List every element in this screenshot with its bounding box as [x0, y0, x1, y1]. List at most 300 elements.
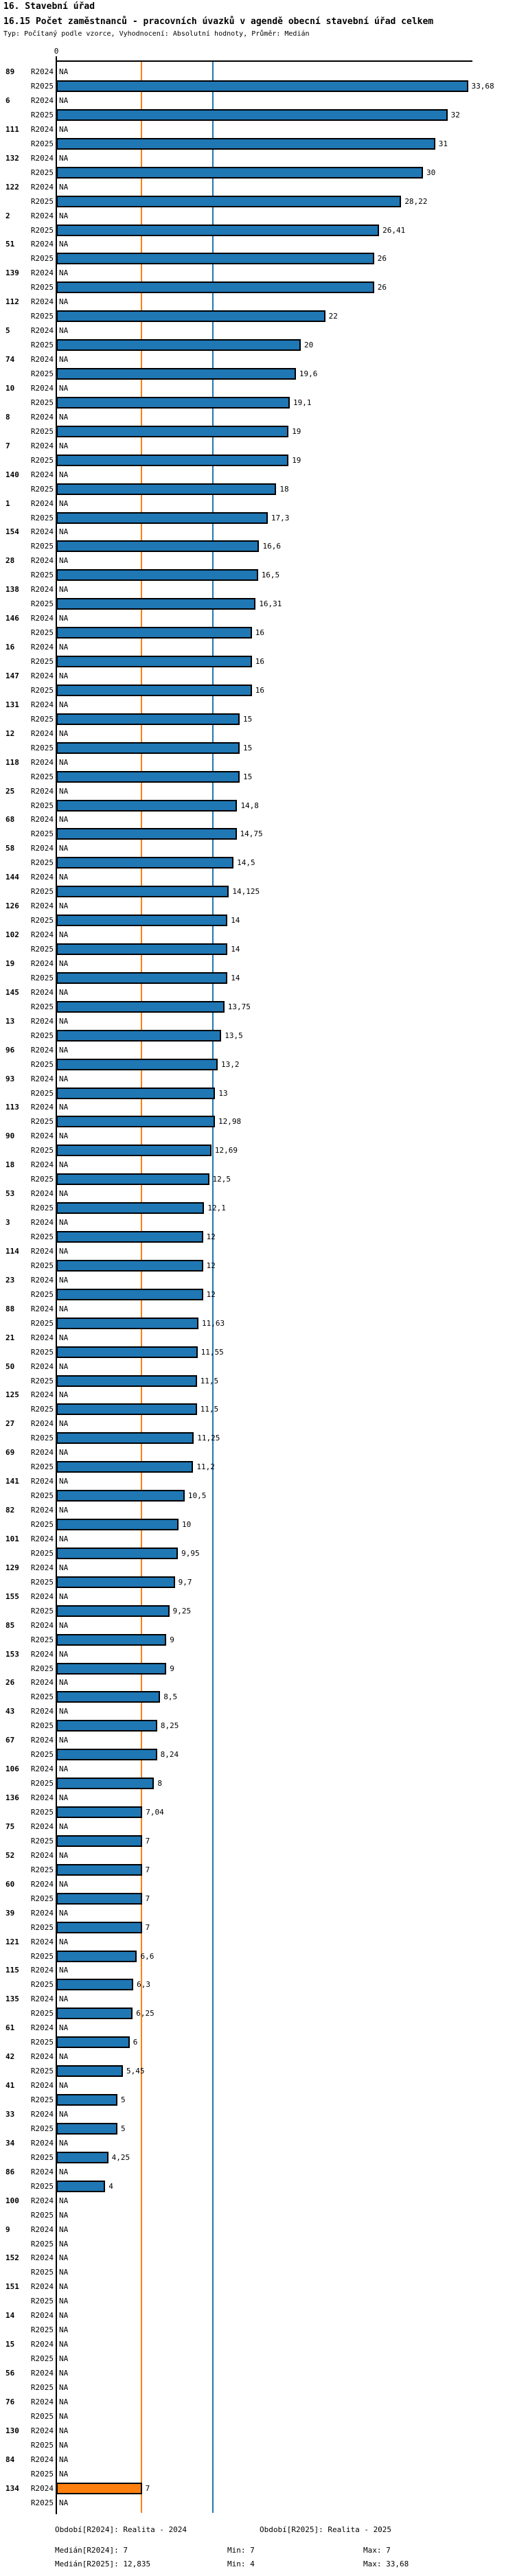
series-year-label: R2024 — [30, 2023, 54, 2033]
na-label: NA — [59, 1016, 69, 1026]
row-id-label: 88 — [5, 1304, 15, 1313]
bar-r2025 — [56, 196, 401, 207]
series-year-label: R2024 — [30, 1419, 54, 1429]
na-label: NA — [59, 1390, 69, 1400]
bar-value-label: 11,5 — [200, 1405, 219, 1414]
series-year-label: R2024 — [30, 1707, 54, 1716]
series-year-label: R2024 — [30, 643, 54, 652]
series-year-label: R2025 — [30, 82, 54, 91]
bar-r2025 — [56, 540, 259, 552]
bar-value-label: 19,6 — [299, 369, 318, 378]
na-label: NA — [59, 2340, 69, 2349]
bar-value-label: 31 — [438, 139, 448, 148]
row-id-label: 2 — [5, 211, 10, 220]
max-2024-label: Max: 7 — [363, 2546, 391, 2555]
bar-r2025 — [56, 972, 227, 984]
na-label: NA — [59, 2354, 69, 2364]
bar-value-label: 13 — [218, 1088, 228, 1098]
row-id-label: 146 — [5, 614, 19, 623]
series-year-label: R2025 — [30, 484, 54, 494]
na-label: NA — [59, 1908, 69, 1918]
series-year-label: R2025 — [30, 2067, 54, 2076]
series-year-label: R2024 — [30, 1390, 54, 1400]
bar-value-label: 15 — [243, 743, 253, 752]
bar-r2025 — [56, 281, 374, 293]
row-id-label: 151 — [5, 2282, 19, 2292]
row-id-label: 145 — [5, 987, 19, 997]
bar-r2025 — [56, 1951, 137, 1962]
bar-value-label: 7 — [145, 1865, 150, 1874]
series-year-label: R2025 — [30, 1175, 54, 1184]
series-year-label: R2025 — [30, 1606, 54, 1615]
series-year-label: R2025 — [30, 1548, 54, 1558]
bar-value-label: 9 — [170, 1664, 174, 1673]
bar-value-label: 10,5 — [187, 1491, 207, 1501]
series-year-label: R2025 — [30, 1405, 54, 1414]
bar-value-label: 11,25 — [197, 1434, 220, 1443]
row-id-label: 3 — [5, 1218, 10, 1227]
bar-value-label: 32 — [450, 110, 460, 119]
bar-r2025 — [56, 2094, 117, 2106]
na-label: NA — [59, 1966, 69, 1975]
na-label: NA — [59, 1448, 69, 1458]
bar-r2025 — [56, 109, 448, 121]
series-year-label: R2024 — [30, 153, 54, 163]
na-label: NA — [59, 1764, 69, 1774]
series-year-label: R2025 — [30, 110, 54, 119]
na-label: NA — [59, 1620, 69, 1630]
na-label: NA — [59, 124, 69, 134]
period-2025-label: Období[R2025]: Realita - 2025 — [260, 2525, 392, 2534]
bar-r2025 — [56, 512, 268, 524]
bar-value-label: 5 — [121, 2124, 126, 2133]
series-year-label: R2025 — [30, 426, 54, 436]
series-year-label: R2024 — [30, 1477, 54, 1486]
row-id-label: 28 — [5, 556, 15, 566]
row-id-label: 23 — [5, 1275, 15, 1285]
bar-value-label: 6,3 — [137, 1980, 150, 1990]
na-label: NA — [59, 700, 69, 709]
row-id-label: 1 — [5, 498, 10, 508]
series-year-label: R2024 — [30, 1937, 54, 1946]
row-id-label: 26 — [5, 1678, 15, 1688]
bar-r2025 — [56, 1691, 160, 1703]
row-id-label: 101 — [5, 1534, 19, 1543]
series-year-label: R2025 — [30, 312, 54, 321]
bar-value-label: 6,6 — [140, 1951, 154, 1961]
na-label: NA — [59, 95, 69, 105]
row-id-label: 58 — [5, 844, 15, 853]
series-year-label: R2024 — [30, 700, 54, 709]
na-label: NA — [59, 2210, 69, 2220]
row-id-label: 53 — [5, 1189, 15, 1199]
bar-value-label: 26 — [377, 254, 387, 264]
na-label: NA — [59, 815, 69, 825]
bar-r2025 — [56, 339, 301, 351]
series-year-label: R2024 — [30, 2426, 54, 2435]
series-year-label: R2025 — [30, 1520, 54, 1529]
bar-value-label: 17,3 — [271, 513, 290, 522]
row-id-label: 67 — [5, 1736, 15, 1745]
series-year-label: R2025 — [30, 829, 54, 839]
series-year-label: R2024 — [30, 1994, 54, 2004]
na-label: NA — [59, 67, 69, 76]
series-year-label: R2025 — [30, 2038, 54, 2047]
row-id-label: 153 — [5, 1649, 19, 1659]
series-year-label: R2025 — [30, 2354, 54, 2364]
bar-value-label: 8,5 — [163, 1692, 178, 1702]
series-year-label: R2024 — [30, 2138, 54, 2148]
series-year-label: R2024 — [30, 1246, 54, 1256]
series-year-label: R2024 — [30, 383, 54, 393]
row-id-label: 114 — [5, 1246, 19, 1256]
bar-r2025 — [56, 828, 237, 840]
bar-value-label: 19 — [292, 455, 301, 465]
series-year-label: R2024 — [30, 2081, 54, 2090]
bar-value-label: 26 — [377, 283, 387, 292]
series-year-label: R2025 — [30, 1434, 54, 1443]
na-label: NA — [59, 1045, 69, 1055]
series-year-label: R2024 — [30, 1506, 54, 1515]
series-year-label: R2025 — [30, 2469, 54, 2479]
na-label: NA — [59, 2253, 69, 2263]
series-year-label: R2024 — [30, 1218, 54, 1227]
series-year-label: R2025 — [30, 2297, 54, 2306]
bar-value-label: 9,25 — [172, 1606, 192, 1615]
median-2025-label: Medián[R2025]: 12,835 — [55, 2560, 151, 2568]
series-year-label: R2024 — [30, 1016, 54, 1026]
na-label: NA — [59, 614, 69, 623]
row-id-label: 34 — [5, 2138, 15, 2148]
na-label: NA — [59, 1850, 69, 1860]
bar-r2025 — [56, 138, 435, 150]
series-year-label: R2024 — [30, 815, 54, 825]
bar-r2025 — [56, 713, 240, 725]
series-year-label: R2024 — [30, 1793, 54, 1802]
series-year-label: R2024 — [30, 2167, 54, 2176]
bar-r2025 — [56, 1922, 142, 1933]
series-year-label: R2024 — [30, 1649, 54, 1659]
row-id-label: 10 — [5, 383, 15, 393]
row-id-label: 113 — [5, 1103, 19, 1112]
na-label: NA — [59, 2325, 69, 2335]
row-id-label: 39 — [5, 1908, 15, 1918]
na-label: NA — [59, 1937, 69, 1946]
series-year-label: R2025 — [30, 2440, 54, 2450]
series-year-label: R2024 — [30, 987, 54, 997]
series-year-label: R2024 — [30, 1275, 54, 1285]
bar-r2025 — [56, 225, 379, 236]
bar-value-label: 12,5 — [212, 1175, 231, 1184]
na-label: NA — [59, 268, 69, 278]
bar-value-label: 19 — [292, 426, 301, 436]
bar-r2025 — [56, 1835, 142, 1847]
bar-r2025 — [56, 1432, 194, 1444]
row-id-label: 50 — [5, 1361, 15, 1371]
na-label: NA — [59, 1821, 69, 1831]
na-label: NA — [59, 527, 69, 537]
series-year-label: R2024 — [30, 1966, 54, 1975]
row-id-label: 86 — [5, 2167, 15, 2176]
bar-r2025 — [56, 1806, 142, 1818]
series-year-label: R2025 — [30, 2210, 54, 2220]
series-year-label: R2025 — [30, 1951, 54, 1961]
row-id-label: 93 — [5, 1074, 15, 1083]
series-year-label: R2024 — [30, 844, 54, 853]
row-id-label: 13 — [5, 1016, 15, 1026]
bar-value-label: 14,5 — [237, 858, 255, 868]
x-axis-line — [56, 60, 472, 62]
row-id-label: 9 — [5, 2224, 10, 2234]
bar-value-label: 14,8 — [240, 801, 259, 810]
bar-value-label: 12,98 — [218, 1117, 242, 1127]
series-year-label: R2024 — [30, 786, 54, 796]
bar-value-label: 20 — [304, 341, 314, 350]
na-label: NA — [59, 930, 69, 939]
bar-r2025 — [56, 1001, 225, 1013]
bar-value-label: 11,5 — [200, 1376, 219, 1385]
bar-r2025 — [56, 1720, 157, 1732]
row-id-label: 106 — [5, 1764, 19, 1774]
series-year-label: R2025 — [30, 1462, 54, 1472]
na-label: NA — [59, 1304, 69, 1313]
row-id-label: 15 — [5, 2340, 15, 2349]
series-year-label: R2024 — [30, 2340, 54, 2349]
series-year-label: R2024 — [30, 2253, 54, 2263]
series-year-label: R2025 — [30, 628, 54, 638]
na-label: NA — [59, 498, 69, 508]
bar-r2025 — [56, 1231, 203, 1243]
series-year-label: R2024 — [30, 1764, 54, 1774]
na-label: NA — [59, 211, 69, 220]
series-year-label: R2024 — [30, 1908, 54, 1918]
series-year-label: R2024 — [30, 2196, 54, 2205]
na-label: NA — [59, 728, 69, 738]
bar-r2025 — [56, 1893, 142, 1905]
bar-r2025 — [56, 1663, 166, 1675]
series-year-label: R2024 — [30, 2483, 54, 2493]
row-id-label: 154 — [5, 527, 19, 537]
series-year-label: R2024 — [30, 901, 54, 911]
bar-value-label: 30 — [426, 168, 436, 177]
bar-value-label: 4 — [108, 2181, 113, 2191]
bar-r2025 — [56, 1403, 197, 1415]
row-id-label: 74 — [5, 355, 15, 364]
bar-value-label: 7 — [145, 1922, 150, 1932]
row-id-label: 134 — [5, 2483, 19, 2493]
na-label: NA — [59, 585, 69, 595]
na-label: NA — [59, 757, 69, 767]
na-label: NA — [59, 2268, 69, 2277]
series-year-label: R2025 — [30, 1721, 54, 1731]
series-year-label: R2025 — [30, 2498, 54, 2507]
bar-value-label: 5,45 — [126, 2067, 145, 2076]
bar-value-label: 22 — [328, 312, 338, 321]
series-year-label: R2025 — [30, 1692, 54, 1702]
na-label: NA — [59, 786, 69, 796]
row-id-label: 84 — [5, 2454, 15, 2464]
series-year-label: R2025 — [30, 196, 54, 206]
series-year-label: R2024 — [30, 211, 54, 220]
series-year-label: R2025 — [30, 571, 54, 580]
series-year-label: R2025 — [30, 1261, 54, 1270]
row-id-label: 125 — [5, 1390, 19, 1400]
bar-r2025 — [56, 943, 227, 955]
row-id-label: 129 — [5, 1563, 19, 1572]
bar-r2025 — [56, 80, 468, 92]
bar-value-label: 9,7 — [178, 1577, 192, 1587]
row-id-label: 121 — [5, 1937, 19, 1946]
series-year-label: R2025 — [30, 2181, 54, 2191]
na-label: NA — [59, 1218, 69, 1227]
series-year-label: R2024 — [30, 2109, 54, 2119]
row-id-label: 136 — [5, 1793, 19, 1802]
na-label: NA — [59, 1074, 69, 1083]
bar-value-label: 14 — [231, 973, 240, 982]
series-year-label: R2024 — [30, 1131, 54, 1141]
series-year-label: R2024 — [30, 2397, 54, 2406]
na-label: NA — [59, 671, 69, 680]
bar-value-label: 12 — [206, 1289, 216, 1299]
bar-r2025 — [56, 1864, 142, 1876]
bar-value-label: 12,1 — [207, 1204, 226, 1213]
row-id-label: 155 — [5, 1591, 19, 1601]
na-label: NA — [59, 470, 69, 479]
bar-value-label: 12 — [206, 1232, 216, 1241]
series-year-label: R2025 — [30, 743, 54, 752]
series-year-label: R2024 — [30, 1591, 54, 1601]
series-year-label: R2024 — [30, 1448, 54, 1458]
bar-r2025 — [56, 2036, 130, 2048]
series-year-label: R2025 — [30, 858, 54, 868]
row-id-label: 115 — [5, 1966, 19, 1975]
series-year-label: R2025 — [30, 1088, 54, 1098]
na-label: NA — [59, 1477, 69, 1486]
bar-value-label: 16,6 — [262, 542, 281, 551]
bar-value-label: 14,125 — [232, 887, 260, 897]
series-year-label: R2025 — [30, 887, 54, 897]
na-label: NA — [59, 2081, 69, 2090]
row-id-label: 43 — [5, 1707, 15, 1716]
row-id-label: 111 — [5, 124, 19, 134]
bar-value-label: 14 — [231, 945, 240, 954]
na-label: NA — [59, 1131, 69, 1141]
series-year-label: R2025 — [30, 1664, 54, 1673]
na-label: NA — [59, 643, 69, 652]
row-id-label: 18 — [5, 1160, 15, 1170]
bar-value-label: 16 — [255, 657, 265, 666]
row-id-label: 89 — [5, 67, 15, 76]
bar-r2025 — [56, 1116, 215, 1127]
row-id-label: 139 — [5, 268, 19, 278]
bar-r2025 — [56, 1260, 203, 1272]
series-year-label: R2024 — [30, 1620, 54, 1630]
series-year-label: R2025 — [30, 1808, 54, 1817]
series-year-label: R2024 — [30, 498, 54, 508]
bar-value-label: 12 — [206, 1261, 216, 1270]
series-year-label: R2024 — [30, 1361, 54, 1371]
series-year-label: R2024 — [30, 326, 54, 336]
bar-r2025 — [56, 397, 290, 409]
bar-r2025 — [56, 1548, 178, 1559]
na-label: NA — [59, 2239, 69, 2249]
bar-r2025 — [56, 1202, 204, 1214]
na-label: NA — [59, 2469, 69, 2479]
row-id-label: 52 — [5, 1850, 15, 1860]
row-id-label: 51 — [5, 240, 15, 249]
na-label: NA — [59, 1103, 69, 1112]
na-label: NA — [59, 1994, 69, 2004]
series-year-label: R2025 — [30, 599, 54, 609]
row-id-label: 141 — [5, 1477, 19, 1486]
na-label: NA — [59, 2224, 69, 2234]
row-id-label: 5 — [5, 326, 10, 336]
bar-r2025 — [56, 1749, 157, 1760]
series-year-label: R2024 — [30, 614, 54, 623]
na-label: NA — [59, 1591, 69, 1601]
x-axis-zero-tick-label: 0 — [54, 47, 59, 56]
bar-r2025 — [56, 2065, 123, 2077]
bar-value-label: 16 — [255, 685, 265, 695]
series-year-label: R2024 — [30, 1821, 54, 1831]
series-year-label: R2024 — [30, 1563, 54, 1572]
series-year-label: R2024 — [30, 1333, 54, 1342]
na-label: NA — [59, 1649, 69, 1659]
series-year-label: R2024 — [30, 1189, 54, 1199]
series-year-label: R2025 — [30, 772, 54, 781]
bar-r2025 — [56, 569, 258, 581]
series-year-label: R2024 — [30, 527, 54, 537]
series-year-label: R2025 — [30, 2325, 54, 2335]
series-year-label: R2024 — [30, 930, 54, 939]
period-2024-label: Období[R2024]: Realita - 2024 — [55, 2525, 187, 2534]
series-year-label: R2025 — [30, 1865, 54, 1874]
row-id-label: 76 — [5, 2397, 15, 2406]
bar-r2025 — [56, 1576, 175, 1588]
na-label: NA — [59, 1160, 69, 1170]
bar-r2025 — [56, 886, 229, 897]
series-year-label: R2024 — [30, 441, 54, 450]
series-year-label: R2024 — [30, 873, 54, 882]
na-label: NA — [59, 2109, 69, 2119]
bar-value-label: 16,31 — [259, 599, 282, 609]
series-year-label: R2024 — [30, 671, 54, 680]
bar-r2025 — [56, 1289, 203, 1300]
na-label: NA — [59, 1333, 69, 1342]
bar-r2025 — [56, 800, 237, 812]
series-year-label: R2025 — [30, 2239, 54, 2249]
na-label: NA — [59, 2426, 69, 2435]
row-id-label: 21 — [5, 1333, 15, 1342]
series-year-label: R2025 — [30, 916, 54, 925]
bar-r2024 — [56, 2483, 142, 2494]
na-label: NA — [59, 2498, 69, 2507]
series-year-label: R2025 — [30, 1635, 54, 1644]
bar-value-label: 28,22 — [404, 196, 428, 206]
na-label: NA — [59, 441, 69, 450]
na-label: NA — [59, 958, 69, 968]
series-year-label: R2025 — [30, 1750, 54, 1760]
bar-value-label: 6,25 — [136, 2009, 154, 2019]
series-year-label: R2025 — [30, 973, 54, 982]
row-id-label: 82 — [5, 1506, 15, 1515]
bar-value-label: 11,55 — [201, 1347, 224, 1357]
series-year-label: R2025 — [30, 225, 54, 235]
row-id-label: 7 — [5, 441, 10, 450]
bar-value-label: 9,95 — [181, 1548, 200, 1558]
row-id-label: 144 — [5, 873, 19, 882]
series-year-label: R2024 — [30, 958, 54, 968]
